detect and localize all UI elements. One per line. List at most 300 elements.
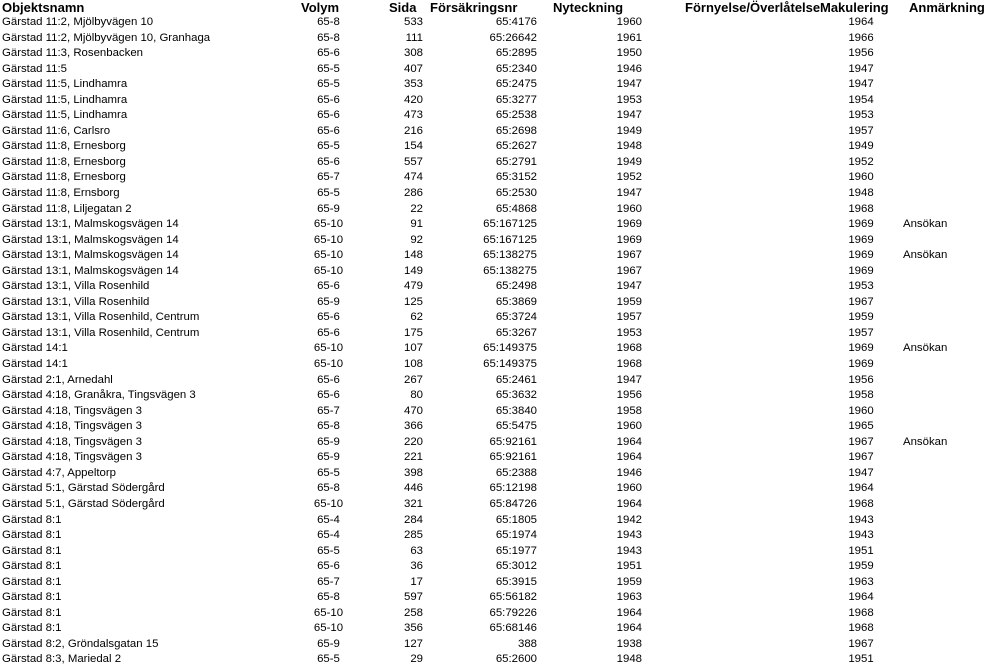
cell-anmarkning: Ansökan — [903, 342, 948, 355]
cell-fornyelse — [665, 357, 820, 373]
cell-anmarkning — [902, 652, 960, 668]
cell-fornyelse — [665, 170, 820, 186]
cell-sida: 286 — [403, 187, 423, 200]
cell-volym: 65-5 — [317, 544, 340, 557]
table-row — [0, 373, 960, 389]
table-row — [0, 481, 960, 497]
cell-nyteckning: 1948 — [616, 140, 642, 153]
cell-anmarkning — [902, 310, 960, 326]
cell-nyteckning: 1958 — [616, 404, 642, 417]
table-row — [0, 233, 960, 249]
cell-volym: 65-10 — [313, 342, 344, 355]
cell-forsakringsnr: 65:3277 — [495, 93, 537, 106]
cell-objektsnamn: Gärstad 13:1, Malmskogsvägen 14 — [2, 218, 179, 231]
cell-fornyelse — [665, 637, 820, 653]
cell-anmarkning — [902, 450, 960, 466]
cell-anmarkning — [902, 466, 960, 482]
cell-forsakringsnr: 65:4176 — [495, 16, 537, 28]
cell-makulering: 1958 — [848, 389, 874, 402]
cell-forsakringsnr: 65:3724 — [495, 311, 537, 324]
cell-nyteckning: 1950 — [616, 47, 642, 60]
cell-volym: 65-10 — [313, 358, 344, 371]
cell-forsakringsnr: 65:2895 — [495, 47, 537, 60]
cell-makulering: 1957 — [848, 124, 874, 137]
cell-makulering: 1943 — [848, 513, 874, 526]
cell-makulering: 1969 — [848, 249, 874, 262]
cell-nyteckning: 1953 — [616, 326, 642, 339]
cell-sida: 398 — [403, 466, 423, 479]
cell-volym: 65-4 — [317, 513, 340, 526]
cell-volym: 65-6 — [317, 389, 340, 402]
cell-makulering: 1969 — [848, 342, 874, 355]
cell-makulering: 1943 — [848, 529, 874, 542]
cell-anmarkning — [902, 279, 960, 295]
cell-objektsnamn: Gärstad 4:18, Tingsvägen 3 — [2, 420, 142, 433]
cell-fornyelse — [665, 450, 820, 466]
cell-anmarkning: Ansökan — [903, 435, 948, 448]
cell-volym: 65-6 — [317, 280, 340, 293]
cell-sida: 216 — [403, 124, 423, 137]
cell-nyteckning: 1964 — [616, 606, 642, 619]
cell-fornyelse — [665, 388, 820, 404]
cell-sida: 407 — [403, 62, 423, 75]
cell-sida: 92 — [410, 233, 423, 246]
cell-forsakringsnr: 65:3632 — [495, 389, 537, 402]
cell-objektsnamn: Gärstad 4:18, Tingsvägen 3 — [2, 404, 142, 417]
table-body — [0, 15, 960, 668]
cell-sida: 557 — [403, 155, 423, 168]
table-row — [0, 279, 960, 295]
cell-makulering: 1952 — [848, 155, 874, 168]
cell-objektsnamn: Gärstad 4:7, Appeltorp — [2, 466, 116, 479]
cell-sida: 258 — [403, 606, 423, 619]
cell-forsakringsnr: 65:4868 — [495, 202, 537, 215]
cell-forsakringsnr: 65:79226 — [489, 606, 537, 619]
cell-volym: 65-6 — [317, 109, 340, 122]
cell-volym: 65-10 — [313, 622, 344, 635]
cell-objektsnamn: Gärstad 13:1, Villa Rosenhild — [2, 295, 150, 308]
cell-fornyelse — [665, 62, 820, 78]
cell-nyteckning: 1961 — [616, 31, 642, 44]
cell-nyteckning: 1968 — [616, 358, 642, 371]
cell-fornyelse — [665, 528, 820, 544]
cell-fornyelse — [665, 404, 820, 420]
cell-anmarkning — [902, 202, 960, 218]
cell-fornyelse — [665, 46, 820, 62]
cell-makulering: 1967 — [848, 451, 874, 464]
cell-objektsnamn: Gärstad 11:5 — [2, 62, 68, 75]
table-row — [0, 310, 960, 326]
cell-forsakringsnr: 65:2388 — [495, 466, 537, 479]
cell-sida: 473 — [403, 109, 423, 122]
cell-makulering: 1947 — [848, 78, 874, 91]
cell-volym: 65-5 — [317, 187, 340, 200]
table-row — [0, 124, 960, 140]
cell-objektsnamn: Gärstad 14:1 — [2, 358, 68, 371]
table-row — [0, 575, 960, 591]
cell-fornyelse — [665, 575, 820, 591]
cell-fornyelse — [665, 326, 820, 342]
cell-sida: 29 — [410, 653, 423, 666]
cell-nyteckning: 1947 — [616, 280, 642, 293]
cell-forsakringsnr: 388 — [517, 637, 537, 650]
cell-nyteckning: 1956 — [616, 389, 642, 402]
cell-sida: 446 — [403, 482, 423, 495]
cell-makulering: 1948 — [848, 187, 874, 200]
cell-nyteckning: 1960 — [616, 202, 642, 215]
cell-volym: 65-9 — [317, 637, 340, 650]
table-row — [0, 652, 960, 668]
cell-fornyelse — [665, 497, 820, 513]
cell-forsakringsnr: 65:1977 — [495, 544, 537, 557]
cell-volym: 65-8 — [317, 31, 340, 44]
table-row — [0, 404, 960, 420]
cell-anmarkning — [902, 62, 960, 78]
cell-anmarkning — [902, 357, 960, 373]
cell-forsakringsnr: 65:2791 — [495, 155, 537, 168]
cell-forsakringsnr: 65:1805 — [495, 513, 537, 526]
cell-sida: 107 — [403, 342, 423, 355]
cell-forsakringsnr: 65:149375 — [483, 342, 537, 355]
table-row — [0, 62, 960, 78]
cell-anmarkning — [902, 621, 960, 637]
cell-forsakringsnr: 65:2698 — [495, 124, 537, 137]
cell-nyteckning: 1964 — [616, 622, 642, 635]
cell-sida: 285 — [403, 529, 423, 542]
cell-forsakringsnr: 65:84726 — [489, 497, 537, 510]
cell-objektsnamn: Gärstad 8:1 — [2, 606, 62, 619]
cell-nyteckning: 1969 — [616, 233, 642, 246]
cell-sida: 80 — [410, 389, 423, 402]
cell-objektsnamn: Gärstad 13:1, Villa Rosenhild, Centrum — [2, 311, 200, 324]
cell-fornyelse — [665, 435, 820, 451]
cell-nyteckning: 1947 — [616, 109, 642, 122]
cell-nyteckning: 1964 — [616, 451, 642, 464]
cell-fornyelse — [665, 139, 820, 155]
cell-anmarkning — [902, 46, 960, 62]
cell-nyteckning: 1952 — [616, 171, 642, 184]
cell-anmarkning — [902, 295, 960, 311]
cell-makulering: 1969 — [848, 358, 874, 371]
cell-sida: 22 — [410, 202, 423, 215]
header-anmarkning: Anmärkning — [909, 0, 985, 15]
cell-fornyelse — [665, 544, 820, 560]
cell-forsakringsnr: 65:2538 — [495, 109, 537, 122]
cell-fornyelse — [665, 31, 820, 47]
cell-objektsnamn: Gärstad 11:8, Ernesborg — [2, 171, 126, 184]
cell-nyteckning: 1942 — [616, 513, 642, 526]
cell-anmarkning — [902, 637, 960, 653]
cell-fornyelse — [665, 77, 820, 93]
table-row — [0, 264, 960, 280]
cell-nyteckning: 1964 — [616, 497, 642, 510]
cell-anmarkning — [902, 155, 960, 171]
cell-volym: 65-5 — [317, 78, 340, 91]
cell-nyteckning: 1959 — [616, 575, 642, 588]
cell-volym: 65-7 — [317, 171, 340, 184]
cell-forsakringsnr: 65:3915 — [495, 575, 537, 588]
cell-nyteckning: 1960 — [616, 482, 642, 495]
cell-sida: 36 — [410, 560, 423, 573]
table-row — [0, 93, 960, 109]
header-makulering: Makulering — [820, 0, 889, 15]
cell-makulering: 1968 — [848, 622, 874, 635]
cell-sida: 108 — [403, 358, 423, 371]
cell-fornyelse — [665, 217, 820, 233]
header-fornyelse: Förnyelse/Överlåtelse — [685, 0, 821, 15]
cell-sida: 111 — [405, 31, 423, 44]
cell-fornyelse — [665, 559, 820, 575]
cell-nyteckning: 1953 — [616, 93, 642, 106]
cell-makulering: 1968 — [848, 202, 874, 215]
cell-forsakringsnr: 65:149375 — [483, 358, 537, 371]
cell-sida: 366 — [403, 420, 423, 433]
cell-sida: 597 — [403, 591, 423, 604]
cell-objektsnamn: Gärstad 11:2, Mjölbyvägen 10 — [2, 16, 154, 28]
cell-fornyelse — [665, 233, 820, 249]
cell-anmarkning — [902, 108, 960, 124]
cell-anmarkning — [902, 170, 960, 186]
cell-makulering: 1964 — [848, 16, 874, 28]
cell-volym: 65-6 — [317, 155, 340, 168]
cell-nyteckning: 1968 — [616, 342, 642, 355]
cell-objektsnamn: Gärstad 5:1, Gärstad Södergård — [2, 482, 165, 495]
cell-objektsnamn: Gärstad 4:18, Granåkra, Tingsvägen 3 — [2, 389, 196, 402]
cell-sida: 479 — [403, 280, 423, 293]
cell-forsakringsnr: 65:3012 — [495, 560, 537, 573]
cell-forsakringsnr: 65:3267 — [495, 326, 537, 339]
cell-volym: 65-5 — [317, 466, 340, 479]
cell-volym: 65-8 — [317, 420, 340, 433]
cell-makulering: 1968 — [848, 497, 874, 510]
cell-anmarkning — [902, 139, 960, 155]
cell-makulering: 1953 — [848, 280, 874, 293]
cell-fornyelse — [665, 513, 820, 529]
cell-sida: 321 — [403, 497, 423, 510]
cell-nyteckning: 1947 — [616, 373, 642, 386]
cell-nyteckning: 1959 — [616, 295, 642, 308]
cell-volym: 65-10 — [313, 233, 344, 246]
cell-objektsnamn: Gärstad 11:8, Ernsborg — [2, 187, 120, 200]
cell-anmarkning — [902, 497, 960, 513]
cell-anmarkning: Ansökan — [903, 218, 948, 231]
table-row — [0, 108, 960, 124]
cell-nyteckning: 1951 — [616, 560, 642, 573]
cell-objektsnamn: Gärstad 2:1, Arnedahl — [2, 373, 113, 386]
table-row — [0, 139, 960, 155]
cell-sida: 353 — [403, 78, 423, 91]
cell-sida: 62 — [410, 311, 423, 324]
table-row — [0, 326, 960, 342]
cell-anmarkning — [902, 559, 960, 575]
cell-nyteckning: 1946 — [616, 466, 642, 479]
table-row — [0, 544, 960, 560]
cell-makulering: 1960 — [848, 404, 874, 417]
cell-anmarkning — [902, 326, 960, 342]
cell-forsakringsnr: 65:2627 — [495, 140, 537, 153]
cell-anmarkning — [902, 264, 960, 280]
cell-anmarkning — [902, 233, 960, 249]
cell-makulering: 1947 — [848, 62, 874, 75]
cell-objektsnamn: Gärstad 13:1, Villa Rosenhild, Centrum — [2, 326, 200, 339]
cell-forsakringsnr: 65:2475 — [495, 78, 537, 91]
cell-anmarkning — [902, 388, 960, 404]
cell-volym: 65-9 — [317, 295, 340, 308]
cell-volym: 65-10 — [313, 264, 344, 277]
cell-makulering: 1949 — [848, 140, 874, 153]
cell-sida: 17 — [410, 575, 423, 588]
cell-makulering: 1959 — [848, 311, 874, 324]
cell-volym: 65-8 — [317, 482, 340, 495]
cell-makulering: 1965 — [848, 420, 874, 433]
cell-fornyelse — [665, 186, 820, 202]
cell-objektsnamn: Gärstad 4:18, Tingsvägen 3 — [2, 435, 142, 448]
cell-volym: 65-9 — [317, 451, 340, 464]
cell-anmarkning — [902, 606, 960, 622]
cell-volym: 65-7 — [317, 575, 340, 588]
cell-makulering: 1951 — [848, 653, 874, 666]
cell-makulering: 1966 — [848, 31, 874, 44]
table-row — [0, 606, 960, 622]
cell-objektsnamn: Gärstad 13:1, Malmskogsvägen 14 — [2, 264, 179, 277]
cell-makulering: 1947 — [848, 466, 874, 479]
cell-forsakringsnr: 65:3869 — [495, 295, 537, 308]
table-row — [0, 170, 960, 186]
cell-makulering: 1967 — [848, 435, 874, 448]
table-row — [0, 419, 960, 435]
cell-volym: 65-6 — [317, 93, 340, 106]
cell-sida: 148 — [403, 249, 423, 262]
table-row — [0, 497, 960, 513]
cell-nyteckning: 1947 — [616, 78, 642, 91]
cell-objektsnamn: Gärstad 11:6, Carlsro — [2, 124, 111, 137]
cell-makulering: 1956 — [848, 373, 874, 386]
cell-objektsnamn: Gärstad 8:1 — [2, 560, 62, 573]
cell-sida: 284 — [403, 513, 423, 526]
cell-sida: 175 — [403, 326, 423, 339]
cell-forsakringsnr: 65:138275 — [483, 249, 537, 262]
cell-volym: 65-9 — [317, 435, 340, 448]
header-row — [0, 0, 960, 15]
cell-volym: 65-6 — [317, 47, 340, 60]
cell-fornyelse — [665, 481, 820, 497]
cell-nyteckning: 1963 — [616, 591, 642, 604]
cell-sida: 91 — [410, 218, 423, 231]
cell-makulering: 1954 — [848, 93, 874, 106]
cell-nyteckning: 1949 — [616, 124, 642, 137]
cell-objektsnamn: Gärstad 8:1 — [2, 513, 62, 526]
cell-volym: 65-8 — [317, 16, 340, 28]
cell-nyteckning: 1964 — [616, 435, 642, 448]
table-row — [0, 450, 960, 466]
cell-sida: 220 — [403, 435, 423, 448]
cell-volym: 65-6 — [317, 373, 340, 386]
cell-objektsnamn: Gärstad 11:3, Rosenbacken — [2, 47, 143, 60]
table-row — [0, 77, 960, 93]
cell-objektsnamn: Gärstad 8:1 — [2, 575, 62, 588]
cell-volym: 65-10 — [313, 606, 344, 619]
cell-fornyelse — [665, 202, 820, 218]
cell-objektsnamn: Gärstad 14:1 — [2, 342, 68, 355]
table-row — [0, 341, 960, 357]
table-row — [0, 357, 960, 373]
cell-forsakringsnr: 65:138275 — [483, 264, 537, 277]
cell-fornyelse — [665, 310, 820, 326]
cell-volym: 65-9 — [317, 202, 340, 215]
table-row — [0, 155, 960, 171]
cell-nyteckning: 1960 — [616, 420, 642, 433]
cell-volym: 65-6 — [317, 124, 340, 137]
cell-makulering: 1969 — [848, 264, 874, 277]
cell-fornyelse — [665, 419, 820, 435]
cell-forsakringsnr: 65:3840 — [495, 404, 537, 417]
cell-anmarkning — [902, 186, 960, 202]
cell-nyteckning: 1960 — [616, 16, 642, 28]
cell-fornyelse — [665, 466, 820, 482]
cell-anmarkning — [902, 31, 960, 47]
cell-forsakringsnr: 65:167125 — [483, 218, 537, 231]
cell-sida: 420 — [403, 93, 423, 106]
table-row — [0, 388, 960, 404]
cell-anmarkning — [902, 93, 960, 109]
cell-sida: 221 — [403, 451, 423, 464]
cell-anmarkning — [902, 590, 960, 606]
cell-sida: 533 — [403, 16, 423, 28]
cell-forsakringsnr: 65:56182 — [489, 591, 537, 604]
table-row — [0, 528, 960, 544]
cell-forsakringsnr: 65:3152 — [495, 171, 537, 184]
cell-sida: 125 — [403, 295, 423, 308]
cell-forsakringsnr: 65:1974 — [495, 529, 537, 542]
cell-volym: 65-6 — [317, 326, 340, 339]
cell-fornyelse — [665, 279, 820, 295]
cell-fornyelse — [665, 108, 820, 124]
cell-makulering: 1963 — [848, 575, 874, 588]
cell-anmarkning — [902, 528, 960, 544]
table-row — [0, 621, 960, 637]
table-row — [0, 435, 960, 451]
cell-nyteckning: 1943 — [616, 544, 642, 557]
cell-makulering: 1960 — [848, 171, 874, 184]
table-row — [0, 559, 960, 575]
cell-objektsnamn: Gärstad 11:8, Ernesborg — [2, 140, 126, 153]
cell-nyteckning: 1948 — [616, 653, 642, 666]
cell-fornyelse — [665, 590, 820, 606]
cell-objektsnamn: Gärstad 11:5, Lindhamra — [2, 93, 128, 106]
cell-sida: 127 — [403, 637, 423, 650]
cell-anmarkning — [902, 481, 960, 497]
cell-makulering: 1969 — [848, 233, 874, 246]
cell-objektsnamn: Gärstad 8:2, Gröndalsgatan 15 — [2, 637, 159, 650]
cell-fornyelse — [665, 373, 820, 389]
cell-makulering: 1956 — [848, 47, 874, 60]
cell-anmarkning — [902, 575, 960, 591]
cell-anmarkning: Ansökan — [903, 249, 948, 262]
cell-fornyelse — [665, 124, 820, 140]
header-sida: Sida — [389, 0, 417, 15]
cell-forsakringsnr: 65:2461 — [495, 373, 537, 386]
cell-fornyelse — [665, 621, 820, 637]
cell-sida: 470 — [403, 404, 423, 417]
cell-forsakringsnr: 65:2340 — [495, 62, 537, 75]
cell-makulering: 1953 — [848, 109, 874, 122]
cell-sida: 154 — [403, 140, 423, 153]
cell-forsakringsnr: 65:12198 — [489, 482, 537, 495]
cell-makulering: 1968 — [848, 606, 874, 619]
table-row — [0, 637, 960, 653]
cell-sida: 356 — [403, 622, 423, 635]
cell-fornyelse — [665, 606, 820, 622]
